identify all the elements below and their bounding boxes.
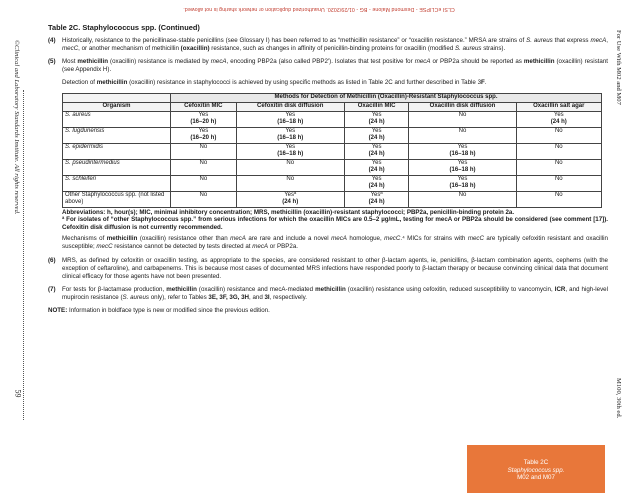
result-cell [344,127,409,143]
result-cell [409,159,516,175]
result-value: No [554,128,563,135]
incubation-time: (24 h) [368,183,385,190]
table-row [63,111,602,127]
incubation-time: (16–18 h) [277,151,304,158]
paragraph-5 [48,58,608,74]
table-header-blank [63,93,171,102]
organism-cell: Other Staphylococcus spp. (not listed above) [63,191,171,207]
organism-cell: S. lugdunensis [63,127,171,143]
column-header: Oxacillin MIC [344,102,409,111]
incubation-time: (24 h) [368,199,385,206]
organism-cell: S. aureus [63,111,171,127]
result-value: No [554,144,563,151]
result-value: Yes [457,160,468,167]
result-cell [516,159,601,175]
result-value: No [458,192,467,199]
incubation-time: (24 h) [368,119,385,126]
result-value: Yes [285,128,296,135]
page-number: 59 [13,389,23,398]
result-cell [344,111,409,127]
copyright-notice: ©Clinical and Laboratory Standards Institute. All rights reserved. [13,40,20,215]
incubation-time: (16–20 h) [190,135,217,142]
result-cell [236,175,344,191]
result-value: Yes [371,112,382,119]
organism-cell: S. epidermidis [63,143,171,159]
result-cell [171,143,237,159]
tab-line-organism: Staphylococcus spp. [507,466,565,474]
abbreviations: Abbreviations: h, hour(s); MIC, minimal inhibitory concentration; MRS, methicillin (oxacillin)-resistant staphylococci; PBP2a, penicillin-binding protein 2a. ª For isolates of “other Staphylococcus spp.” from serious infections for which the oxacillin MICs are 0.5–2 µg/mL, testing for mecA or PBP2a should be considered (see comment [17]). Cefoxitin disk diffusion is not currently recommended. [62,208,608,231]
incubation-time: (16–18 h) [449,151,476,158]
watermark: CLSI eCLIPSE - Desmond Malone - BG - 01/29/2020. Unauthorized duplication or network sharing is not allowed. [183,6,455,12]
result-value: Yes [457,176,468,183]
column-header: Oxacillin disk diffusion [409,102,516,111]
incubation-time: (24 h) [368,167,385,174]
paragraph-4 [48,37,608,53]
paragraph-6 [48,257,608,281]
incubation-time: (16–18 h) [449,183,476,190]
result-value: No [199,144,208,151]
result-cell [171,191,237,207]
table-row [63,143,602,159]
running-header-use: For Use With M02 and M07 [615,30,622,105]
table-body [63,111,602,207]
table-footnote: ª For isolates of “other Staphylococcus spp.” from serious infections for which the oxacillin MICs are 0.5–2 µg/mL, testing for mecA or PBP2a should be considered (see comment [17]). Cefoxitin disk diffusion is not currently recommended. [62,216,608,231]
running-header-edition: M100, 30th ed. [615,378,622,419]
paragraph-text: Most methicillin (oxacillin) resistance is mediated by mecA, encoding PBP2a (also called PBP2′). Isolates that test positive for mecA or PBP2a should be reported as methicillin (oxacillin) resistant (see Appendix H). [62,58,608,74]
result-cell [171,127,237,143]
result-value: Yes [285,112,296,119]
incubation-time: (16–18 h) [449,167,476,174]
incubation-time: (16–20 h) [190,119,217,126]
result-cell [516,175,601,191]
result-cell [236,159,344,175]
result-value: No [286,160,295,167]
incubation-time: (24 h) [368,151,385,158]
tab-line-table: Table 2C [523,459,549,466]
result-cell [516,111,601,127]
result-cell [409,191,516,207]
result-cell [344,143,409,159]
incubation-time: (24 h) [550,119,567,126]
result-value: No [458,112,467,119]
result-cell [409,111,516,127]
column-header: Organism [63,102,171,111]
result-value: Yes [198,112,209,119]
result-cell [344,191,409,207]
result-value: Yes [198,128,209,135]
result-value: No [199,192,208,199]
note: NOTE: Information in boldface type is new or modified since the previous edition. [48,307,270,314]
paragraph-number: (5) [48,58,56,66]
paragraph-text: For tests for β-lactamase production, methicillin (oxacillin) resistance and mecA-mediated methicillin (oxacillin) resistance using cefoxitin, reduced susceptibility to vancomycin, ICR, and high-level mupirocin resistance (S. aureus only), refer to Tables 3E, 3F, 3G, 3H, and 3I, respectively. [62,285,609,301]
result-value: Yesª [370,192,383,199]
paragraph-7 [48,286,608,302]
page-content [48,22,608,320]
result-value: Yes [371,144,382,151]
result-cell [516,143,601,159]
dotted-rule [23,90,25,420]
detection-methods-table [62,93,602,208]
result-value: No [286,176,295,183]
paragraph-number: (6) [48,256,56,264]
result-cell [409,175,516,191]
result-value: No [199,160,208,167]
result-value: Yesª [284,192,297,199]
result-value: No [554,176,563,183]
result-cell [516,191,601,207]
tab-line-documents: M02 and M07 [517,474,555,482]
mechanisms-text: Mechanisms of methicillin (oxacillin) resistance other than mecA are rare and include a novel mecA homologue, mecC.⁴ MICs for strains with mecC are typically cefoxitin resistant and oxacillin susceptible; mecC resistance cannot be detected by tests directed at mecA or PBP2a. [62,235,608,251]
result-value: Yes [285,144,296,151]
result-value: Yes [371,128,382,135]
column-header: Cefoxitin disk diffusion [236,102,344,111]
column-header: Oxacillin salt agar [516,102,601,111]
organism-cell: S. schleiferi [63,175,171,191]
incubation-time: (24 h) [368,135,385,142]
table-row [63,159,602,175]
incubation-time: (16–18 h) [277,135,304,142]
result-cell [344,175,409,191]
result-value: No [554,192,563,199]
table-span-header: Methods for Detection of Methicillin (Oxacillin)-Resistant Staphylococcus spp. [171,93,602,102]
paragraph-text: MRS, as defined by cefoxitin or oxacillin testing, as appropriate to the species, are considered resistant to other β-lactam agents, ie, penicillins, β-lactam combination agents, cephems (with the exception of ceftaroline), and carbapenems. This is because most cases of documented MRS infections have responded poorly to β-lactam therapy or because convincing clinical data that document clinical efficacy for those agents have not been presented. [62,256,608,280]
column-header: Cefoxitin MIC [171,102,237,111]
result-value: Yes [457,144,468,151]
result-value: Yes [371,160,382,167]
result-cell [171,159,237,175]
result-cell [409,143,516,159]
result-cell [236,191,344,207]
result-value: No [458,128,467,135]
result-cell [516,127,601,143]
result-value: Yes [371,176,382,183]
table-row [63,191,602,207]
result-cell [409,127,516,143]
result-value: Yes [553,112,564,119]
incubation-time: (24 h) [282,199,299,206]
result-cell [236,111,344,127]
detection-text: Detection of methicillin (oxacillin) resistance in staphylococci is achieved by using specific methods as listed in Table 2C and further described in Table 3F. [62,79,487,87]
result-value: No [554,160,563,167]
result-cell [171,175,237,191]
result-value: No [199,176,208,183]
organism-cell: S. pseudintermedius [63,159,171,175]
table-row [63,127,602,143]
paragraph-text: Historically, resistance to the penicillinase-stable penicillins (see Glossary I) has been referred to as “methicillin resistance” or “oxacillin resistance.” MRSA are strains of S. aureus that express mecA, mecC, or another mechanism of methicillin (oxacillin) resistance, such as changes in affinity of penicillin-binding proteins for oxacillin (modified S. aureus strains). [62,37,608,53]
result-cell [236,127,344,143]
result-cell [171,111,237,127]
incubation-time: (16–18 h) [277,119,304,126]
paragraph-number: (4) [48,37,56,45]
table-row [63,175,602,191]
result-cell [344,159,409,175]
page-title: Table 2C. Staphylococcus spp. (Continued) [48,23,200,32]
section-tab [467,445,605,493]
result-cell [236,143,344,159]
paragraph-number: (7) [48,285,56,293]
